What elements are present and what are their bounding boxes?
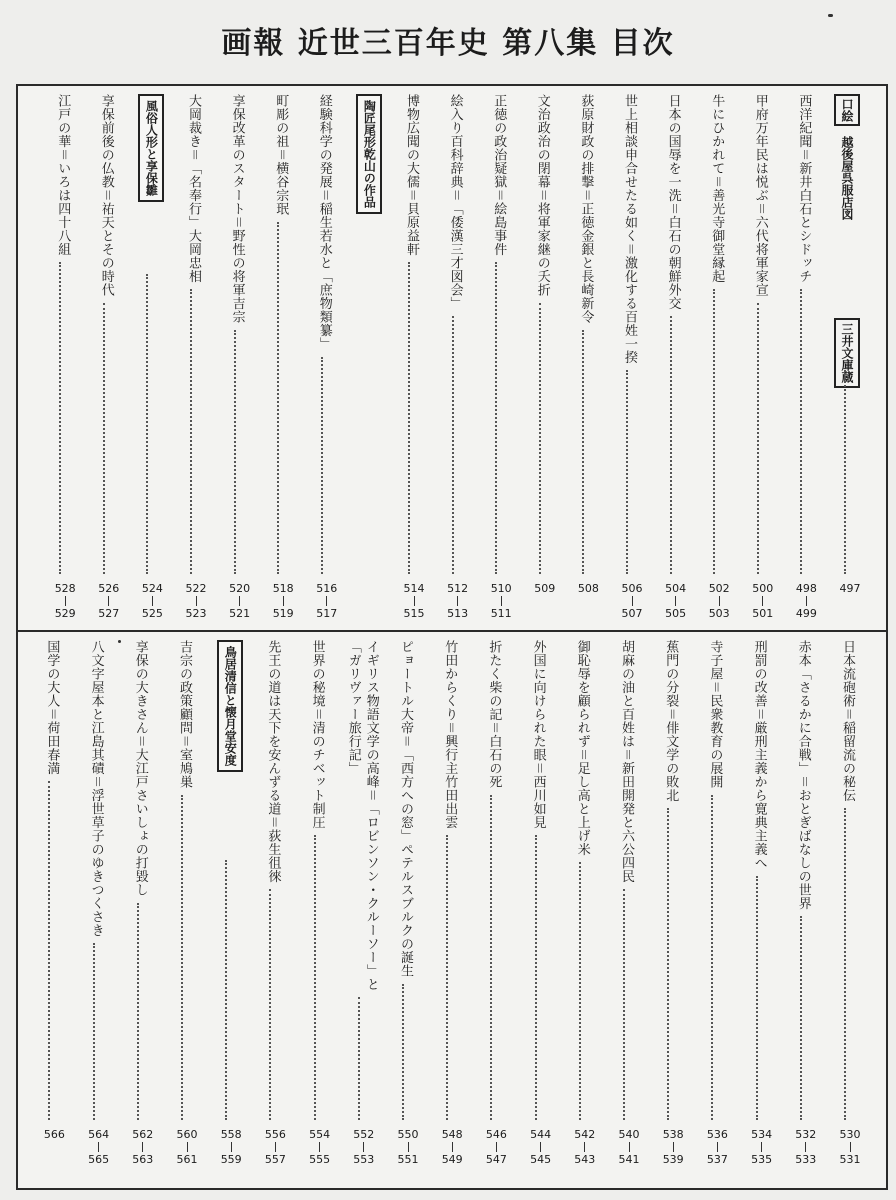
entry-title [620, 94, 638, 364]
section-heading-column [211, 640, 251, 1168]
dot-leader [800, 289, 804, 574]
dot-leader [103, 303, 107, 575]
page-range-dash [850, 1142, 851, 1152]
dot-leader [234, 330, 238, 575]
page-numbers [263, 582, 303, 620]
entry-title-line: 御恥辱を顧られず＝足し高と上げ米 [574, 640, 590, 856]
dot-leader [800, 916, 804, 1120]
entry-title [576, 94, 594, 324]
entry-title [53, 94, 71, 256]
entry-title-line: 日本の国辱を一洗＝白石の朝鮮外交 [665, 94, 681, 310]
toc-entry[interactable] [167, 640, 207, 1168]
entry-title-line: 先王の道は天下を安んずる道＝荻生徂徠 [265, 640, 281, 883]
entry-title-line: 江戸の華＝いろは四十八組 [55, 94, 71, 256]
toc-entry[interactable] [300, 640, 340, 1168]
page-number: 513 [447, 607, 469, 620]
entry-title-line: 折たく柴の記＝白石の死 [486, 640, 502, 789]
dot-leader [713, 289, 717, 574]
section-heading-column [132, 94, 172, 622]
page-number: 537 [706, 1153, 728, 1166]
page-numbers [830, 582, 870, 595]
page-range-dash [761, 1142, 762, 1152]
page-range-dash [196, 596, 197, 606]
page-numbers [132, 582, 172, 620]
dot-leader [59, 262, 63, 574]
toc-entry[interactable] [123, 640, 163, 1168]
dot-leader [667, 808, 671, 1120]
section-heading: 風俗人形と享保雛 [138, 94, 164, 202]
toc-entry[interactable] [255, 640, 295, 1168]
page-range-dash [805, 1142, 806, 1152]
entry-title-line: 文治政治の閉幕＝将軍家継の夭折 [534, 94, 550, 297]
entry-title [750, 640, 768, 870]
page-number: 522 [185, 582, 207, 595]
entry-title-line: 享保改革のスタート＝野性の将軍吉宗 [229, 94, 245, 324]
page-numbers [220, 582, 260, 620]
toc-entry[interactable] [476, 640, 516, 1168]
entry-title [533, 94, 551, 297]
toc-entry[interactable] [89, 94, 129, 622]
entry-title-line: 胡麻の油と百姓は＝新田開発と六公四民 [619, 640, 634, 883]
toc-entry[interactable] [34, 640, 74, 1168]
toc-panel-top [16, 84, 888, 632]
toc-entry[interactable] [388, 640, 428, 1168]
page-numbers [300, 1128, 340, 1166]
page-number: 534 [751, 1128, 773, 1141]
page-range-dash [319, 1142, 320, 1152]
toc-entry[interactable] [45, 94, 85, 622]
dot-leader [452, 316, 456, 574]
page-numbers [609, 1128, 649, 1166]
page-title [0, 18, 896, 62]
page-numbers [394, 582, 434, 620]
page-number: 521 [229, 607, 251, 620]
page-numbers [830, 1128, 870, 1166]
page-number: 539 [662, 1153, 684, 1166]
page-number: 561 [176, 1153, 198, 1166]
dot-leader [844, 808, 848, 1120]
entry-title [529, 640, 547, 829]
toc-entry[interactable] [830, 640, 870, 1168]
print-speck [118, 640, 121, 643]
page-number: 502 [708, 582, 730, 595]
entry-title [661, 640, 679, 802]
page-number: 512 [447, 582, 469, 595]
entry-title [263, 640, 281, 883]
page-range-dash [283, 596, 284, 606]
toc-entry[interactable] [481, 94, 521, 622]
entry-title [184, 94, 202, 283]
page-range-dash [326, 596, 327, 606]
page-range-dash [675, 596, 676, 606]
entry-title [402, 94, 420, 256]
entry-title-line: 刑罰の改善＝厳刑主義から寛典主義へ [751, 640, 767, 870]
dot-leader [535, 835, 539, 1120]
frontispiece-label: 口絵 [834, 94, 860, 126]
entry-title-line: 牛にひかれて＝善光寺御堂縁起 [709, 94, 725, 283]
page-number: 547 [485, 1153, 507, 1166]
page-number: 504 [665, 582, 687, 595]
entry-title [446, 94, 464, 310]
page-numbers [388, 1128, 428, 1166]
page-number: 507 [621, 607, 643, 620]
frontispiece [834, 94, 860, 220]
toc-entry[interactable] [699, 94, 739, 622]
dot-leader [623, 889, 627, 1120]
page-range-dash [142, 1142, 143, 1152]
dot-leader [321, 357, 325, 575]
page-numbers [742, 1128, 782, 1166]
page-number: 511 [490, 607, 512, 620]
entry-title-line: 「ガリヴァー旅行記」 [345, 640, 361, 775]
toc-entry[interactable] [786, 94, 826, 622]
frontispiece-column [830, 94, 870, 622]
dot-leader [408, 262, 412, 574]
frontispiece-title: 越後屋呉服店図 [840, 136, 854, 220]
toc-entry[interactable] [307, 94, 347, 622]
page-numbers [481, 582, 521, 620]
page-range-dash [806, 596, 807, 606]
page-numbers [697, 1128, 737, 1166]
dot-leader [844, 370, 848, 574]
page-number: 566 [43, 1128, 65, 1141]
entry-title-line: 八文字屋本と江島其磧＝浮世草子のゆきつくさき [88, 640, 104, 937]
page-numbers [344, 1128, 384, 1166]
entry-title [751, 94, 769, 297]
page-number: 497 [839, 582, 861, 595]
page-range-dash [496, 1142, 497, 1152]
toc-entry[interactable] [79, 640, 119, 1168]
page-number: 556 [264, 1128, 286, 1141]
page-number: 499 [795, 607, 817, 620]
page-number: 518 [272, 582, 294, 595]
page-number: 517 [316, 607, 338, 620]
page-numbers [568, 582, 608, 595]
page-number: 545 [530, 1153, 552, 1166]
page-number: 519 [272, 607, 294, 620]
entry-title-line: 享保前後の仏教＝祐天とその時代 [98, 94, 114, 297]
entry-title-line: 竹田からくり＝興行主竹田出雲 [442, 640, 458, 829]
entry-title [617, 640, 635, 883]
page-numbers [699, 582, 739, 620]
page-numbers [167, 1128, 207, 1166]
entry-title [440, 640, 458, 829]
page-numbers [432, 1128, 472, 1166]
page-range-dash [540, 1142, 541, 1152]
entry-title-line: 吉宗の政策顧問＝室鳩巣 [177, 640, 192, 789]
page-number: 531 [839, 1153, 861, 1166]
entry-title-line: ピョートル大帝＝「西方への窓」ペテルスブルクの誕生 [398, 640, 413, 978]
page-numbers [45, 582, 85, 620]
page-number: 520 [229, 582, 251, 595]
page-number: 524 [141, 582, 163, 595]
toc-entry[interactable] [653, 640, 693, 1168]
entry-title-line: 絵入り百科辞典＝「倭漢三才図会」 [447, 94, 463, 310]
entry-title [131, 640, 149, 897]
toc-entry[interactable] [525, 94, 565, 622]
print-speck [828, 14, 833, 17]
dot-leader [181, 795, 185, 1121]
page-number: 563 [132, 1153, 154, 1166]
page-numbers [786, 1128, 826, 1166]
toc-entry[interactable] [263, 94, 303, 622]
entry-title [175, 640, 193, 789]
page-numbers [612, 582, 652, 620]
dot-leader [756, 876, 760, 1121]
page-numbers [34, 1128, 74, 1141]
page-number: 509 [534, 582, 556, 595]
page-numbers [653, 1128, 693, 1166]
page-numbers [176, 582, 216, 620]
entry-title-line: イギリス物語文学の高峰＝「ロビンソン・クルーソー」と [363, 640, 379, 991]
page-number: 555 [309, 1153, 331, 1166]
page-number: 553 [353, 1153, 375, 1166]
entry-title [97, 94, 115, 297]
page-range-dash [452, 1142, 453, 1152]
page-numbers [123, 1128, 163, 1166]
dot-leader [757, 303, 761, 575]
toc-entry[interactable] [786, 640, 826, 1168]
toc-entry[interactable] [656, 94, 696, 622]
dot-leader [48, 781, 52, 1120]
page-title-text: 画報 近世三百年史 第八集 目次 [221, 26, 675, 61]
entry-title-line: 日本流砲術＝稲留流の秘伝 [840, 640, 855, 802]
entry-title-line: 国学の大人＝荷田春満 [44, 640, 60, 775]
toc-entry[interactable] [344, 640, 384, 1168]
page-number: 510 [490, 582, 512, 595]
page-number: 558 [220, 1128, 242, 1141]
page-number: 525 [141, 607, 163, 620]
page-range-dash [363, 1142, 364, 1152]
page-numbers [89, 582, 129, 620]
entry-title-line: 正徳の政治疑獄＝絵島事件 [491, 94, 507, 256]
page-number: 540 [618, 1128, 640, 1141]
entry-title [484, 640, 502, 789]
page-number: 532 [795, 1128, 817, 1141]
entry-title-line: 世上相談申合せたる如く＝激化する百姓一揆 [622, 94, 637, 364]
dot-leader [579, 862, 583, 1120]
page-numbers [476, 1128, 516, 1166]
page-number: 508 [577, 582, 599, 595]
dot-leader [670, 316, 674, 574]
page-number: 503 [708, 607, 730, 620]
entry-title [42, 640, 60, 775]
page-number: 546 [485, 1128, 507, 1141]
dot-leader [358, 997, 362, 1120]
toc-entry[interactable] [697, 640, 737, 1168]
section-heading: 鳥居清信と懐月堂安度 [217, 640, 243, 772]
toc-entry[interactable] [742, 640, 782, 1168]
page-range-dash [65, 596, 66, 606]
page-number: 564 [88, 1128, 110, 1141]
page-range-dash [762, 596, 763, 606]
page-numbers [565, 1128, 605, 1166]
page-number: 533 [795, 1153, 817, 1166]
page-range-dash [187, 1142, 188, 1152]
page-number: 544 [530, 1128, 552, 1141]
entry-title [315, 94, 333, 351]
entry-title-line: 甲府万年民は悦ぶ＝六代将軍家宣 [752, 94, 768, 297]
page-range-dash [629, 1142, 630, 1152]
page-number: 526 [98, 582, 120, 595]
page-range-dash [408, 1142, 409, 1152]
page-number: 543 [574, 1153, 596, 1166]
page-number: 557 [264, 1153, 286, 1166]
entry-title-line: 荻原財政の排撃＝正徳金銀と長崎新令 [578, 94, 594, 324]
page-numbers [79, 1128, 119, 1166]
page-range-dash [108, 596, 109, 606]
dot-leader [93, 943, 97, 1120]
entry-title-line: 赤本「さるかに合戦」＝おとぎばなしの世界 [795, 640, 811, 910]
entry-title-line: 外国に向けられた眼＝西川如見 [530, 640, 546, 829]
entry-title [87, 640, 105, 937]
entry-title-line: 経験科学の発展＝稲生若水と「庶物類纂」 [316, 94, 332, 351]
page-number: 548 [441, 1128, 463, 1141]
dot-leader [495, 262, 499, 574]
page-range-dash [717, 1142, 718, 1152]
page-numbers [743, 582, 783, 620]
entry-title [344, 640, 380, 991]
entry-title-line: 西洋紀聞＝新井白石とシドッチ [796, 94, 812, 283]
page-range-dash [414, 596, 415, 606]
page-range-dash [275, 1142, 276, 1152]
entry-title [838, 640, 856, 802]
page-range-dash [98, 1142, 99, 1152]
page-numbers [255, 1128, 295, 1166]
page-number: 559 [220, 1153, 242, 1166]
page-numbers [525, 582, 565, 595]
entry-title-line: 享保の大きさん＝大江戸さいしょの打毀し [132, 640, 148, 897]
page-number: 551 [397, 1153, 419, 1166]
page-range-dash [673, 1142, 674, 1152]
page-number: 501 [752, 607, 774, 620]
page-number: 523 [185, 607, 207, 620]
dot-leader [539, 303, 543, 575]
page-range-dash [231, 1142, 232, 1152]
page-number: 560 [176, 1128, 198, 1141]
toc-entry[interactable] [220, 94, 260, 622]
toc-entry[interactable] [565, 640, 605, 1168]
entry-title [308, 640, 326, 829]
page-number: 528 [54, 582, 76, 595]
page-number: 562 [132, 1128, 154, 1141]
section-heading: 陶匠尾形乾山の作品 [356, 94, 382, 214]
entry-title-line: 博物広聞の大儒＝貝原益軒 [404, 94, 419, 256]
dot-leader [490, 795, 494, 1121]
entry-title [705, 640, 723, 789]
page-number: 536 [706, 1128, 728, 1141]
page-number: 500 [752, 582, 774, 595]
page-range-dash [501, 596, 502, 606]
page-range-dash [239, 596, 240, 606]
dot-leader [711, 795, 715, 1121]
toc-entry[interactable] [176, 94, 216, 622]
entry-title [664, 94, 682, 310]
dot-leader [225, 860, 229, 1120]
page-numbers [211, 1128, 251, 1166]
frontispiece-credit: 三井文庫蔵 [834, 318, 860, 388]
toc-entry[interactable] [609, 640, 649, 1168]
page-number: 552 [353, 1128, 375, 1141]
page-number: 529 [54, 607, 76, 620]
page-number: 550 [397, 1128, 419, 1141]
page-range-dash [152, 596, 153, 606]
entry-title [794, 640, 812, 910]
page-number: 506 [621, 582, 643, 595]
page-number: 516 [316, 582, 338, 595]
page-number: 505 [665, 607, 687, 620]
dot-leader [269, 889, 273, 1120]
dot-leader [314, 835, 318, 1120]
toc-entry[interactable] [568, 94, 608, 622]
page-number: 514 [403, 582, 425, 595]
entry-title-line: 蕉門の分裂＝俳文学の敗北 [663, 640, 679, 802]
entry-title [396, 640, 414, 978]
page-numbers [521, 1128, 561, 1166]
dot-leader [190, 289, 194, 574]
toc-entry[interactable] [521, 640, 561, 1168]
section-heading-column [350, 94, 390, 622]
dot-leader [146, 274, 150, 574]
page-number: 538 [662, 1128, 684, 1141]
entry-title [794, 94, 812, 283]
page-number: 515 [403, 607, 425, 620]
page-number: 530 [839, 1128, 861, 1141]
page-number: 527 [98, 607, 120, 620]
page-range-dash [719, 596, 720, 606]
page-number: 542 [574, 1128, 596, 1141]
toc-entry[interactable] [432, 640, 472, 1168]
dot-leader [277, 222, 281, 575]
toc-entry[interactable] [743, 94, 783, 622]
page-range-dash [457, 596, 458, 606]
entry-title-line: 世界の秘境＝清のチベット制圧 [309, 640, 325, 829]
page-numbers [656, 582, 696, 620]
page-numbers [307, 582, 347, 620]
dot-leader [582, 330, 586, 575]
page-numbers [786, 582, 826, 620]
dot-leader [402, 984, 406, 1121]
toc-entry[interactable] [612, 94, 652, 622]
dot-leader [626, 370, 630, 574]
entry-title [271, 94, 289, 216]
entry-title [573, 640, 591, 856]
entry-title [707, 94, 725, 283]
entry-title-line: 寺子屋＝民衆教育の展開 [707, 640, 723, 789]
page-range-dash [584, 1142, 585, 1152]
toc-entry[interactable] [394, 94, 434, 622]
entry-title [489, 94, 507, 256]
toc-panel-bottom [16, 630, 888, 1190]
page-number: 554 [309, 1128, 331, 1141]
page-number: 498 [795, 582, 817, 595]
page-range-dash [632, 596, 633, 606]
entry-title [228, 94, 246, 324]
page-number: 541 [618, 1153, 640, 1166]
entry-title-line: 町彫の祖＝横谷宗珉 [273, 94, 289, 216]
entry-title-line: 大岡裁き＝「名奉行」大岡忠相 [186, 94, 201, 283]
page-numbers [438, 582, 478, 620]
page-number: 565 [88, 1153, 110, 1166]
dot-leader [137, 903, 141, 1121]
toc-entry[interactable] [438, 94, 478, 622]
dot-leader [446, 835, 450, 1120]
page-number: 549 [441, 1153, 463, 1166]
page-number: 535 [751, 1153, 773, 1166]
